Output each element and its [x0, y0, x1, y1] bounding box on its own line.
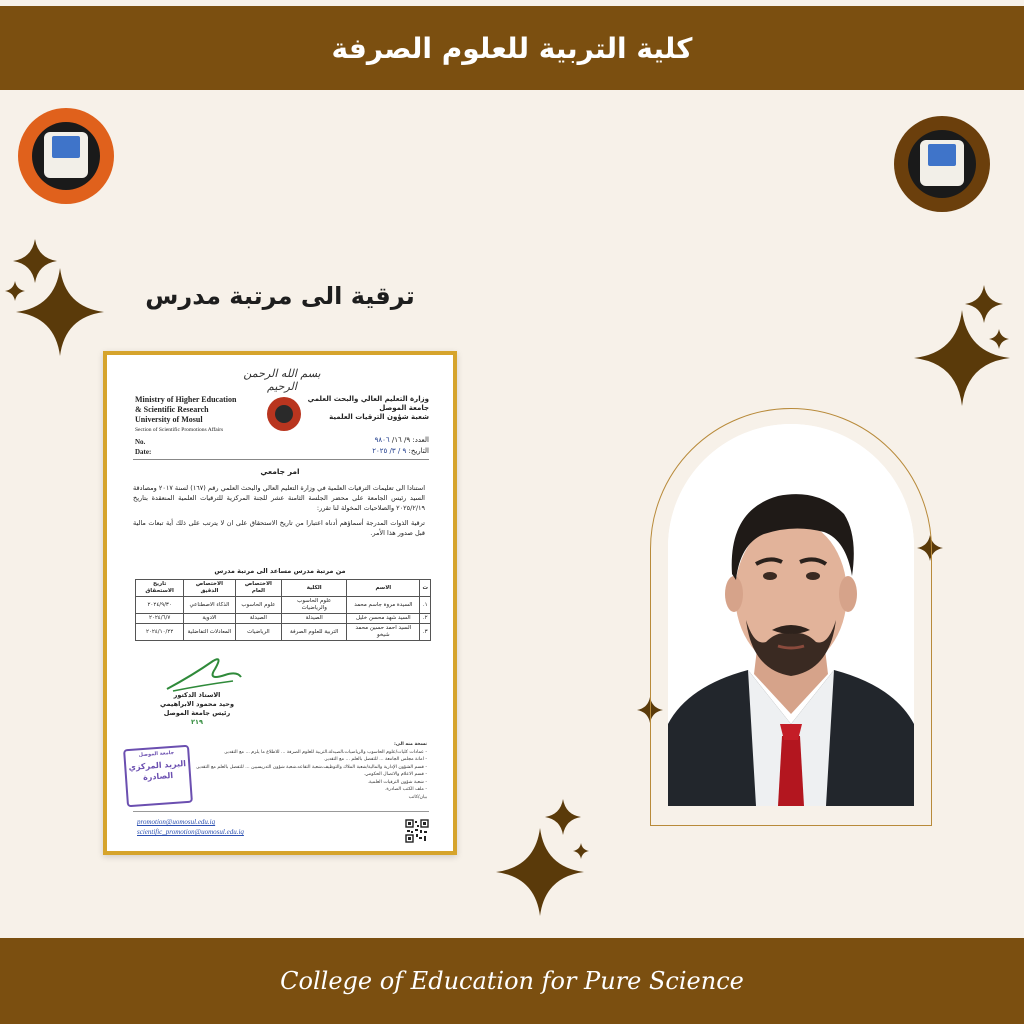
document-english-header	[135, 395, 255, 435]
stamp-text: البريد المركزي	[128, 759, 187, 773]
table-cell: الذكاء الاصطناعي	[184, 597, 235, 614]
signature-line: الاستاذ الدكتور	[173, 691, 221, 699]
table-cell: الصيدلة	[282, 614, 347, 624]
ar-date-label: التاريخ:	[408, 447, 429, 455]
header-band	[0, 6, 1024, 90]
ar-header-line: شعبة شؤون الترقيات العلمية	[329, 413, 429, 421]
divider	[133, 811, 429, 812]
email-link[interactable]: promotion@uomosul.edu.iq	[137, 818, 216, 826]
copies-title: نسخة منه الى:	[394, 742, 427, 747]
list-item: - عمادات كليات/علوم الحاسوب والرياضيات،الصيدلة،التربية للعلوم الصرفة ... للاطلاع ما يلزم ... مع التقدير.	[223, 749, 427, 755]
signature-line: رئيس جامعة الموصل	[163, 709, 231, 717]
university-emblem-icon	[18, 108, 114, 204]
portrait-photo	[668, 424, 914, 806]
ar-header-line: جامعة الموصل	[379, 404, 429, 412]
footer-band	[0, 938, 1024, 1024]
ar-number-value: ٩٨٠٦	[374, 436, 390, 444]
list-item: - شعبة شؤون الترقيات العلمية.	[367, 779, 427, 785]
en-header-line: & Scientific Research	[135, 405, 209, 414]
list-item: - قسم الشؤون الإدارية والمالية/شعبة الملاك والتوظيف،شعبة التقاعد،شعبة شؤون التدريسيين ... للتفضل بالعلم مع التقدير.	[195, 764, 427, 770]
table-cell: التربية للعلوم الصرفة	[282, 624, 347, 641]
table-cell: السيد شهد محسن خليل	[347, 614, 420, 624]
table-header-cell: الكلية	[282, 580, 347, 597]
table-header-cell: الاختصاص الدقيق	[184, 580, 235, 597]
table-cell: الرياضيات	[235, 624, 282, 641]
en-header-line: Section of Scientific Promotions Affairs	[135, 427, 224, 433]
en-date-label: Date:	[135, 448, 152, 456]
stamp-text: جامعة الموصل	[138, 749, 175, 759]
table-cell: السيد احمد حسين محمد شيخو	[347, 624, 420, 641]
document-arabic-header	[299, 395, 429, 422]
table-cell: علوم الحاسوب	[235, 597, 282, 614]
table-cell: علوم الحاسوب والرياضيات	[282, 597, 347, 614]
list-item: - قسم الاعلام والاتصال الحكومي.	[363, 772, 427, 777]
table-header-cell: ت	[420, 580, 431, 597]
en-header-line: University of Mosul	[135, 415, 203, 424]
order-title: امر جامعي	[260, 467, 300, 476]
table-cell: ١.	[420, 597, 431, 614]
table-cell: المعادلات التفاضلية	[184, 624, 235, 641]
sparkle-icon	[912, 308, 1012, 408]
contact-emails	[137, 817, 244, 837]
order-body	[133, 483, 425, 543]
table-cell: ٢٠٢٤/٦/٧	[136, 614, 184, 624]
document-basmala: بسم الله الرحمن الرحيم	[243, 367, 321, 393]
footer-title: College of Education for Pure Science	[280, 967, 744, 995]
table-cell: ٣.	[420, 624, 431, 641]
order-paragraph: استنادا الى تعليمات الترقيات العلمية في وزارة التعليم العالي والبحث العلمي رقم (١٦٧) لسنة ٢٠١٧ ومصادقة السيد رئيس الجامعة على محضر الجلسة الثامنة عشر للجنة المركزية للترقيات العلمية المنعقدة بتاريخ ٢٠٢٥/٢/١٩ والصلاحيات المخولة لنا تقرر:	[133, 484, 425, 512]
table-row	[136, 624, 431, 641]
ar-date-value: ٩ / ٣/ ٢٠٢٥	[372, 447, 407, 455]
en-no-label: No.	[135, 438, 146, 446]
college-emblem-icon	[894, 116, 990, 212]
table-cell: ٢.	[420, 614, 431, 624]
header-title: كلية التربية للعلوم الصرفة	[331, 31, 693, 65]
en-header-line: Ministry of Higher Education	[135, 395, 237, 404]
table-header-cell: الاسم	[347, 580, 420, 597]
stamp-text: الصادرة	[142, 770, 174, 783]
document-no-date	[135, 437, 151, 457]
signature-block	[137, 691, 257, 727]
signature-mark-icon	[163, 655, 243, 695]
university-emblem-icon	[267, 397, 301, 431]
table-cell: ٢٠٢٤/١٠/٢٢	[136, 624, 184, 641]
order-paragraph: ترقية الذوات المدرجة أسماؤهم أدناه اعتبارا من تاريخ الاستحقاق على ان لا يترتب على ذلك أية تبعات مالية قبل صدور هذا الأمر.	[133, 519, 425, 537]
section-heading: ترقية الى مرتبة مدرس	[145, 282, 415, 310]
document-number-date	[299, 435, 429, 457]
table-row	[136, 597, 431, 614]
table-cell: ٢٠٢٤/٩/٣٠	[136, 597, 184, 614]
promotion-order-document	[103, 351, 457, 855]
email-link[interactable]: scientific_promotion@uomosul.edu.iq	[137, 828, 244, 836]
table-cell: الادوية	[184, 614, 235, 624]
qr-code-icon	[405, 819, 429, 843]
table-header-cell: الاختصاص العام	[235, 580, 282, 597]
signature-line: ٢١٩	[191, 718, 203, 726]
table-header-row	[136, 580, 431, 597]
table-cell: الصيدلة	[235, 614, 282, 624]
list-item: - ملف الكتب الصادرة.	[384, 787, 427, 792]
table-row	[136, 614, 431, 624]
divider	[133, 459, 429, 460]
table-title: من مرتبة مدرس مساعد الى مرتبة مدرس	[214, 567, 346, 575]
central-mail-stamp	[123, 745, 193, 807]
promotion-table	[135, 579, 431, 641]
sparkle-icon	[494, 826, 586, 918]
table-header-cell: تاريخ الاستحقاق	[136, 580, 184, 597]
ar-number-label: العدد: ٩/ ١٦/	[391, 436, 429, 444]
list-item: - امانة مجلس الجامعة ... للتفضل بالعلم ... مع التقدير.	[323, 757, 427, 762]
sparkle-icon	[14, 266, 106, 358]
clerk-initials: بيان/كاتب	[408, 794, 427, 800]
table-cell: السيدة مروة جاسم محمد	[347, 597, 420, 614]
ar-header-line: وزارة التعليم العالي والبحث العلمي	[307, 395, 429, 403]
signature-line: وحيد محمود الابراهيمي	[159, 700, 234, 708]
